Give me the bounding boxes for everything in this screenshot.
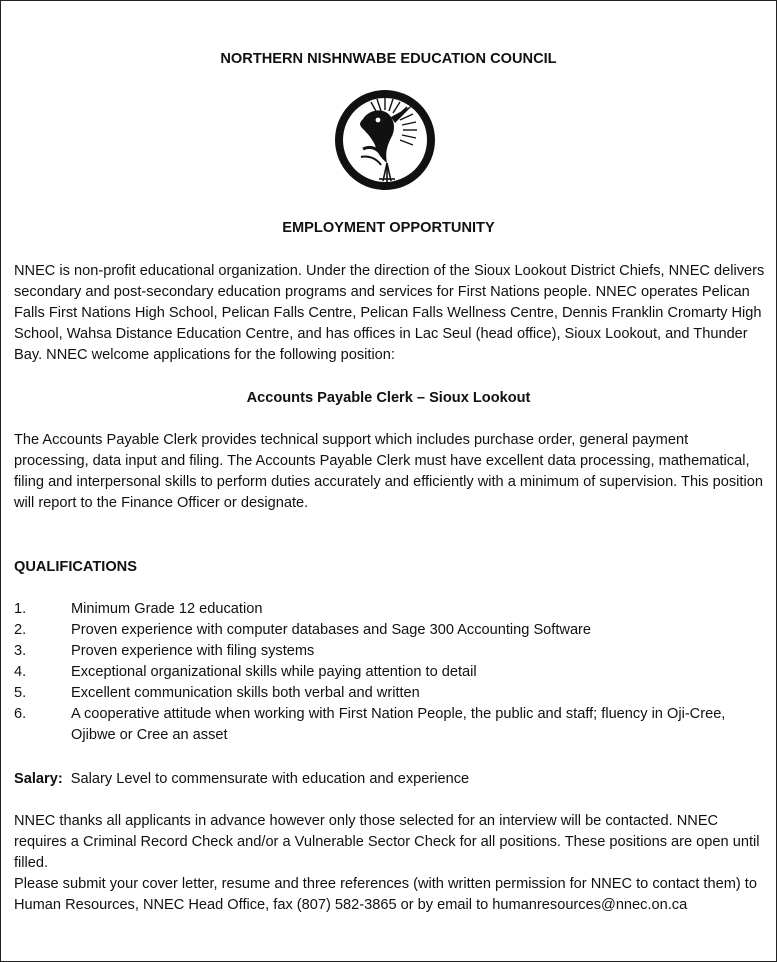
intro-paragraph: NNEC is non-profit educational organization. Under the direction of the Sioux Lookout District Chiefs, NNEC delivers secondary and post-secondary education programs and services for First Nations people. NNEC operates Pelican Falls First Nations High School, Pelican Falls Centre, Pelican Falls Wellness Centre, Dennis Franklin Cromarty High School, Wahsa Distance Education Centre, and has offices in Lac Seul (head office), Sioux Lookout, and Thunder Bay. NNEC welcome applications for the following position: [14,263,765,363]
qualifications-list [14,599,766,746]
item-text: Proven experience with filing systems [71,643,315,659]
item-text: Minimum Grade 12 education [71,601,263,617]
closing-paragraph: NNEC thanks all applicants in advance however only those selected for an interview will be contacted. NNEC requires a Criminal Record Check and/or a Vulnerable Sector Check for all positions. These positions are open until filled. [14,813,760,871]
item-number: 2. [14,622,27,638]
nnec-logo-icon [333,83,438,203]
item-text: A cooperative attitude when working with First Nation People, the public and staff; fluency in Oji-Cree, Ojibwe or Cree an asset [71,706,726,743]
list-item [14,662,766,683]
list-item [14,599,766,620]
item-number: 4. [14,664,27,680]
notice-title: EMPLOYMENT OPPORTUNITY [282,220,495,236]
item-number: 6. [14,706,27,722]
list-item [14,704,766,746]
submission-paragraph: Please submit your cover letter, resume and three references (with written permission for NNEC to contact them) to Human Resources, NNEC Head Office, fax (807) 582-3865 or by email to humanresources@nnec.on.ca [14,876,757,913]
list-item [14,641,766,662]
position-summary: The Accounts Payable Clerk provides technical support which includes purchase order, general payment processing, data input and filing. The Accounts Payable Clerk must have excellent data processing, mathematical, filing and interpersonal skills to perform duties accurately and efficiently with a minimum of supervision. This position will report to the Finance Officer or designate. [14,432,763,511]
item-number: 5. [14,685,27,701]
item-text: Exceptional organizational skills while paying attention to detail [71,664,477,680]
salary-text: Salary Level to commensurate with education and experience [70,771,470,787]
qualifications-heading: QUALIFICATIONS [14,559,137,575]
salary-label: Salary: [14,771,63,787]
list-item [14,683,766,704]
item-text: Proven experience with computer databases and Sage 300 Accounting Software [71,622,592,638]
position-title: Accounts Payable Clerk – Sioux Lookout [246,390,531,406]
closing-section [14,811,766,916]
salary-line [14,769,766,790]
item-text: Excellent communication skills both verbal and written [71,685,420,701]
organization-title: NORTHERN NISHNWABE EDUCATION COUNCIL [220,51,557,67]
item-number: 1. [14,601,27,617]
item-number: 3. [14,643,27,659]
list-item [14,620,766,641]
